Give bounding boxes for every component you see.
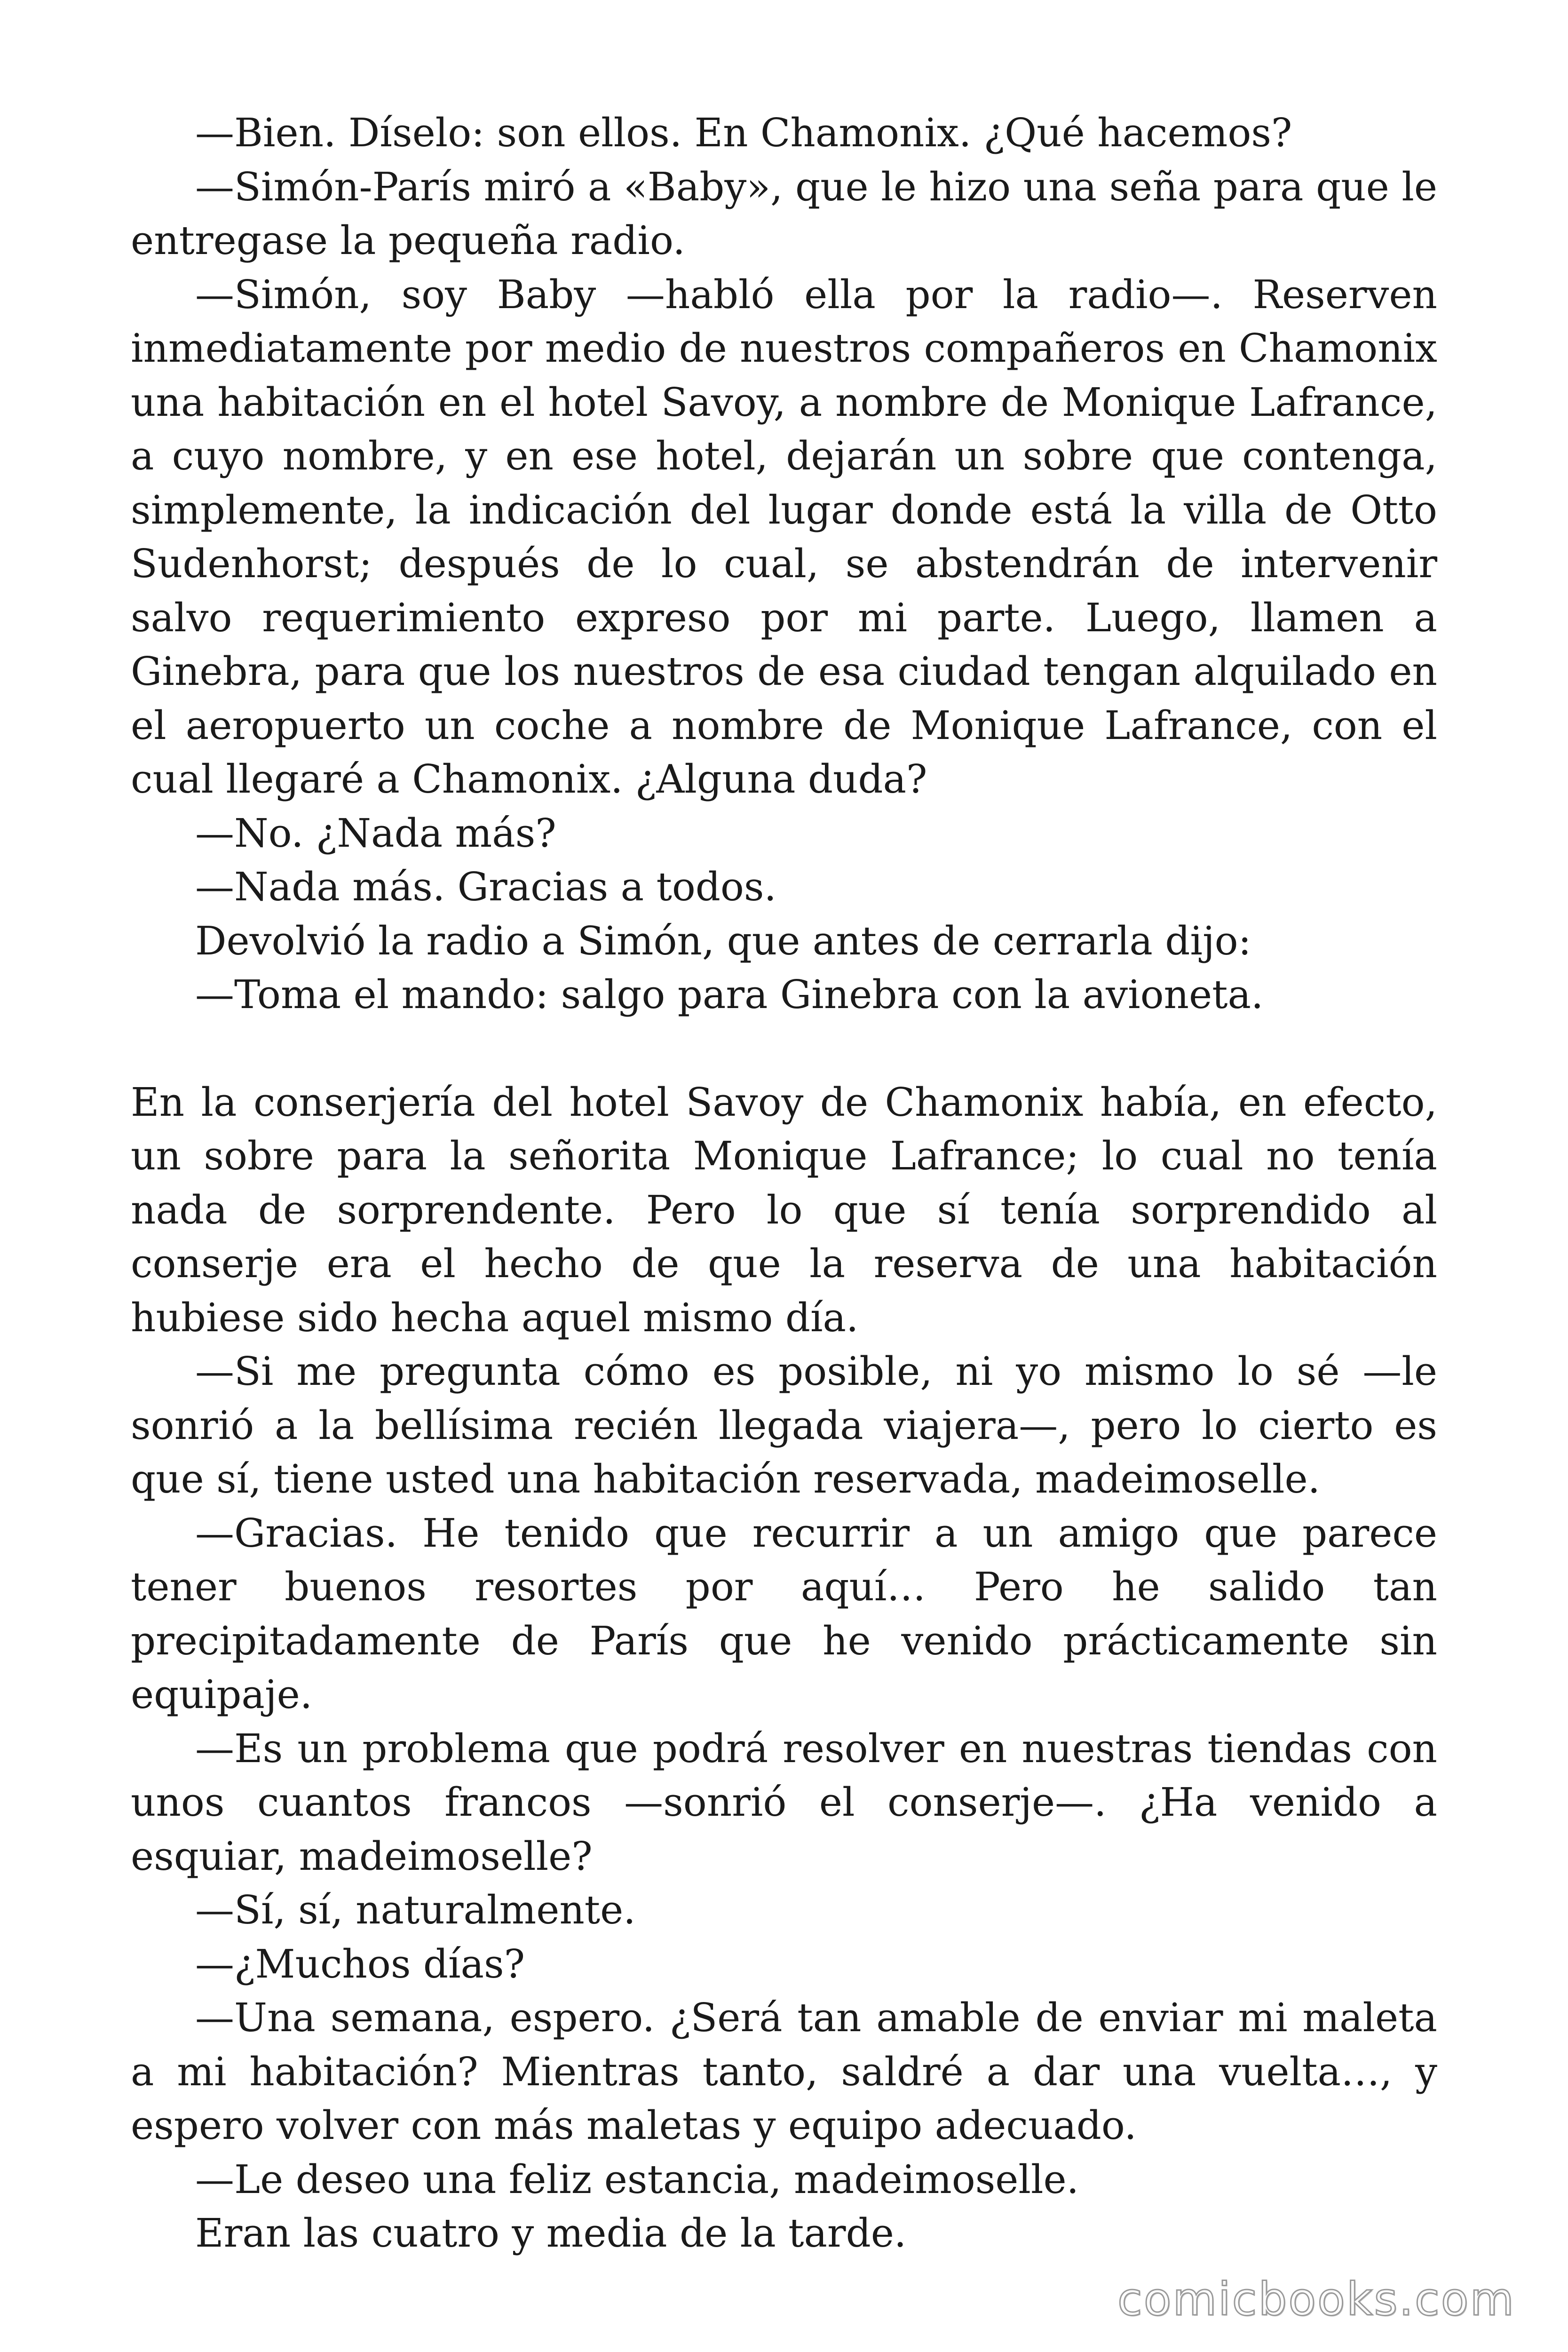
paragraph: —Gracias. He tenido que recurrir a un amigo que parece tener buenos resortes por aquí… Pero he salido tan precipitadamente de París que he venido prácticamente sin equipaje. (131, 1510, 1437, 1717)
paragraph: —Simón, soy Baby —habló ella por la radio—. Reserven inmediatamente por medio de nuestros compañeros en Chamonix una habitación en el hotel Savoy, a nombre de Monique Lafrance, a cuyo nombre, y en ese hotel, dejarán un sobre que contenga, simplemente, la indicación del lugar donde está la villa de Otto Sudenhorst; después de lo cual, se abstendrán de intervenir salvo requerimiento expreso por mi parte. Luego, llamen a Ginebra, para que los nuestros de esa ciudad tengan alquilado en el aeropuerto un coche a nombre de Monique Lafrance, con el cual llegaré a Chamonix. ¿Alguna duda? (131, 271, 1437, 802)
paragraph: —Bien. Díselo: son ellos. En Chamonix. ¿Qué hacemos? (195, 110, 1292, 156)
paragraph: —Si me pregunta cómo es posible, ni yo mismo lo sé —le sonrió a la bellísima recién llegada viajera—, pero lo cierto es que sí, tiene usted una habitación reservada, madeimoselle. (131, 1349, 1437, 1502)
paragraph: —Le deseo una feliz estancia, madeimoselle. (195, 2156, 1079, 2202)
page-text (131, 106, 1437, 2261)
paragraph: —Es un problema que podrá resolver en nuestras tiendas con unos cuantos francos —sonrió el conserje—. ¿Ha venido a esquiar, madeimoselle? (131, 1725, 1437, 1879)
section-break (131, 1022, 1437, 1076)
watermark: comicbooks.com (1117, 2273, 1515, 2326)
paragraph: —¿Muchos días? (195, 1941, 525, 1987)
paragraph: —Una semana, espero. ¿Será tan amable de enviar mi maleta a mi habitación? Mientras tanto, saldré a dar una vuelta…, y espero volver con más maletas y equipo adecuado. (131, 1995, 1437, 2148)
paragraph: —Simón-París miró a «Baby», que le hizo una seña para que le entregase la pequeña radio. (131, 164, 1437, 263)
paragraph: En la conserjería del hotel Savoy de Chamonix había, en efecto, un sobre para la señorita Monique Lafrance; lo cual no tenía nada de sorprendente. Pero lo que sí tenía sorprendido al conserje era el hecho de que la reserva de una habitación hubiese sido hecha aquel mismo día. (131, 1079, 1437, 1341)
paragraph: —Toma el mando: salgo para Ginebra con la avioneta. (195, 972, 1264, 1017)
paragraph: Eran las cuatro y media de la tarde. (195, 2210, 907, 2256)
paragraph: Devolvió la radio a Simón, que antes de cerrarla dijo: (195, 918, 1251, 964)
paragraph: —No. ¿Nada más? (195, 810, 556, 856)
paragraph: —Sí, sí, naturalmente. (195, 1887, 636, 1933)
paragraph: —Nada más. Gracias a todos. (195, 864, 776, 910)
